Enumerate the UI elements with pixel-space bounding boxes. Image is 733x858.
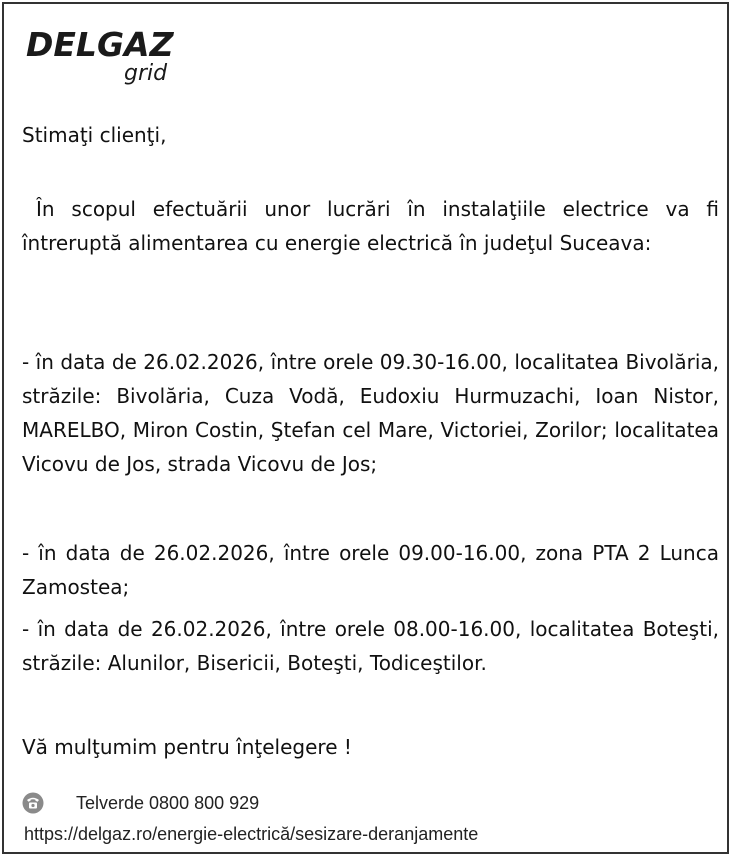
closing-text: Vă mulţumim pentru înţelegere ! — [22, 735, 352, 759]
outage-item: - în data de 26.02.2026, între orele 09.30-16.00, localitatea Bivolăria, străzile: Bivolăria, Cuza Vodă, Eudoxiu Hurmuzachi, Ioan Nistor, MARELBO, Miron Costin, Ştefan cel Mare, Victoriei, Zorilor; localitatea Vicovu de Jos, strada Vicovu de Jos; — [22, 350, 719, 476]
phone-contact — [22, 790, 259, 816]
outage-item: - în data de 26.02.2026, între orele 09.00-16.00, zona PTA 2 Lunca Zamostea; — [22, 541, 719, 599]
outage-item: - în data de 26.02.2026, între orele 08.00-16.00, localitatea Boteşti, străzile: Alunilor, Bisericii, Boteşti, Todiceştilor. — [22, 617, 719, 675]
notice-frame — [2, 2, 729, 854]
telephone-icon — [22, 792, 44, 814]
greeting: Stimaţi clienţi, — [22, 123, 167, 147]
phone-number: Telverde 0800 800 929 — [76, 792, 260, 813]
intro-paragraph: În scopul efectuării unor lucrări în instalaţiile electrice va fi întreruptă alimentarea cu energie electrică în judeţul Suceava: — [22, 197, 719, 255]
logo-brand: DELGAZ — [26, 25, 174, 64]
logo-sub: grid — [124, 61, 168, 86]
delgaz-grid-logo — [26, 25, 196, 92]
report-url[interactable]: https://delgaz.ro/energie-electrică/sesizare-deranjamente — [24, 824, 479, 844]
